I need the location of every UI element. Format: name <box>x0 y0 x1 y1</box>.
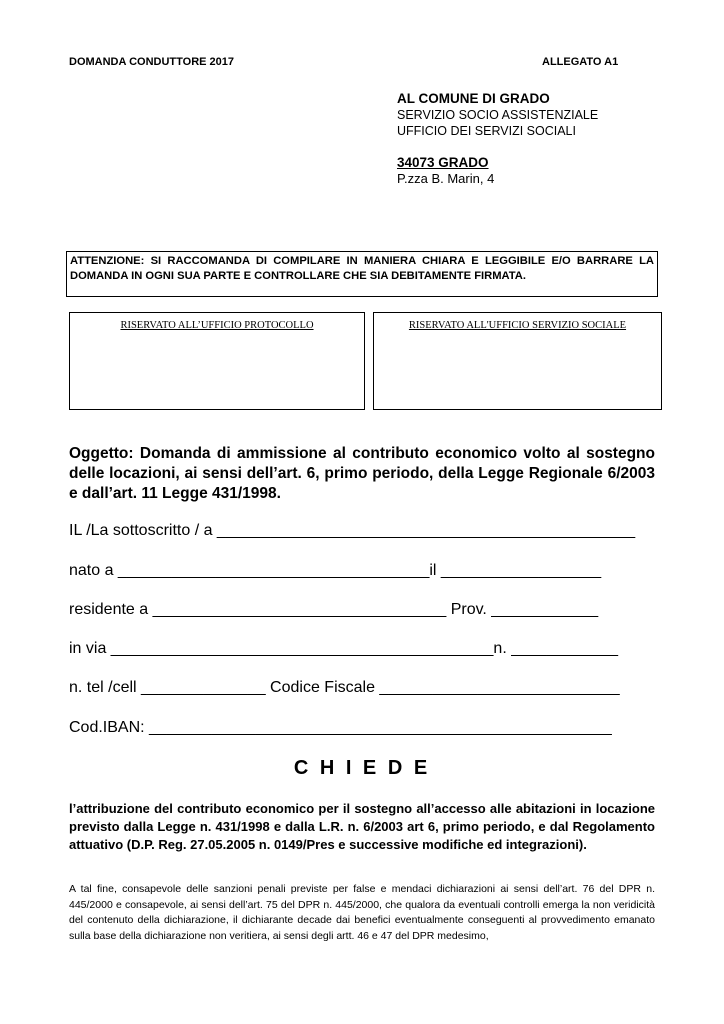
signer-field[interactable]: IL /La sottoscritto / a _______________________________________________ <box>69 522 636 539</box>
header-attachment-label: ALLEGATO A1 <box>542 56 619 68</box>
social-service-box <box>373 312 662 410</box>
social-service-label: RISERVATO ALL'UFFICIO SERVIZIO SOCIALE <box>408 320 627 331</box>
recipient-municipality: AL COMUNE DI GRADO <box>397 91 550 106</box>
recipient-address <box>397 90 598 187</box>
warning-box: ATTENZIONE: SI RACCOMANDA DI COMPILARE IN MANIERA CHIARA E LEGGIBILE E/O BARRARE LA DOMANDA IN OGNI SUA PARTE E CONTROLLARE CHE SIA DEBITAMENTE FIRMATA. <box>66 251 658 297</box>
request-text: l’attribuzione del contributo economico per il sostegno all’accesso alle abitazioni in locazione previsto dalla Legge n. 431/1998 e dalla L.R. n. 6/2003 art 6, primo periodo, e dal Regolamento attuativo (D.P. Reg. 27.05.2005 n. 0149/Pres e successive modifiche ed integrazioni). <box>69 801 655 852</box>
recipient-street: P.zza B. Marin, 4 <box>397 171 495 186</box>
recipient-office: UFFICIO DEI SERVIZI SOCIALI <box>397 124 576 138</box>
header-title: DOMANDA CONDUTTORE 2017 <box>69 56 235 68</box>
street-field[interactable]: in via ___________________________________________n. ____________ <box>69 640 618 657</box>
declaration-text: A tal fine, consapevole delle sanzioni penali previste per false e mendaci dichiarazioni ai sensi dell’art. 76 del DPR n. 445/2000 e consapevole, ai sensi dell’art. 75 del DPR n. 445/2000, che qualora da eventuali controlli emerga la non veridicità del contenuto della dichiarazione, il dichiarante decade dai benefici eventualmente conseguenti al provvedimento emanato sulla base della dichiarazione non veritiera, ai sensi degli artt. 46 e 47 del DPR medesimo, <box>69 883 655 942</box>
subject: Oggetto: Domanda di ammissione al contributo economico volto al sostegno delle locazioni, ai sensi dell’art. 6, primo periodo, della Legge Regionale 6/2003 e dall’art. 11 Legge 431/1998. <box>69 445 655 502</box>
phone-tax-code-field[interactable]: n. tel /cell ______________ Codice Fiscale ___________________________ <box>69 679 620 696</box>
residence-field[interactable]: residente a _________________________________ Prov. ____________ <box>69 601 599 618</box>
birth-field[interactable]: nato a ___________________________________il __________________ <box>69 562 602 579</box>
iban-field[interactable]: Cod.IBAN: ____________________________________________________ <box>69 719 612 736</box>
request-heading: C H I E D E <box>293 757 431 779</box>
recipient-service: SERVIZIO SOCIO ASSISTENZIALE <box>397 108 599 122</box>
protocol-office-box <box>69 312 365 410</box>
protocol-office-label: RISERVATO ALL’UFFICIO PROTOCOLLO <box>120 320 314 331</box>
recipient-city: 34073 GRADO <box>397 155 489 170</box>
